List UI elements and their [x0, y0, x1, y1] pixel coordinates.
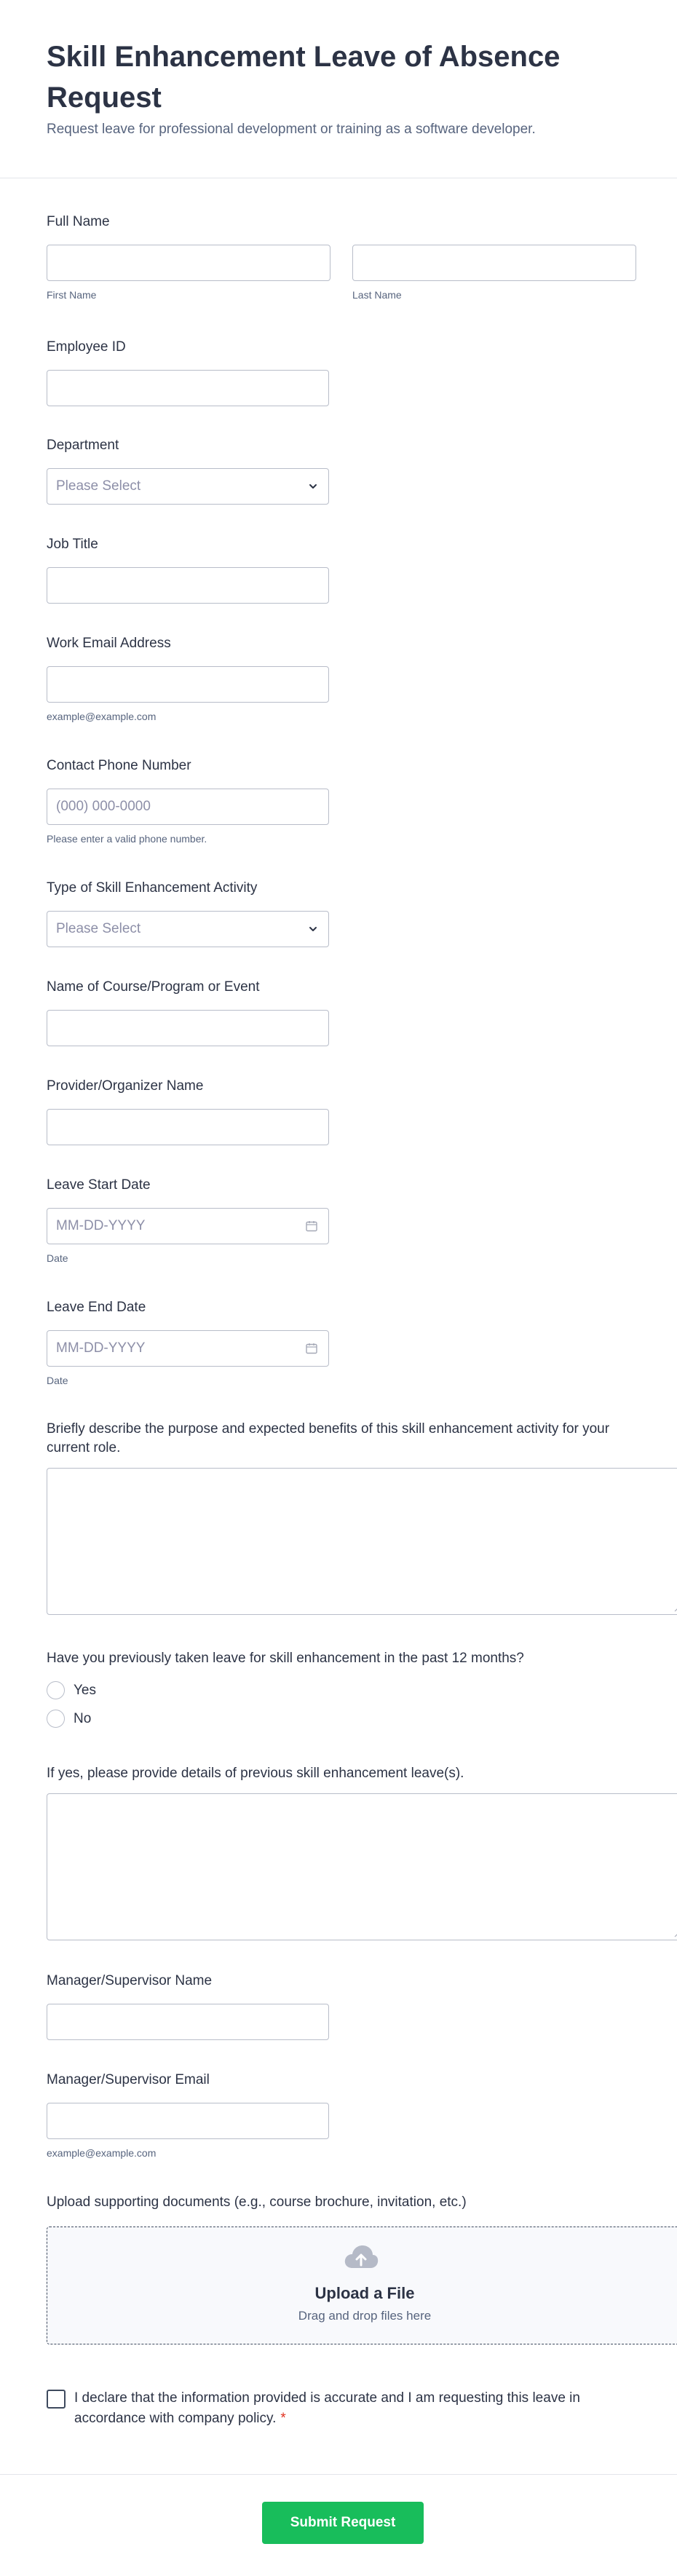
last-name-sublabel: Last Name [352, 289, 402, 301]
work-email-sublabel: example@example.com [47, 711, 157, 722]
end-date-input[interactable] [47, 1330, 329, 1367]
department-select[interactable] [47, 468, 329, 505]
radio-option-no[interactable] [47, 1710, 524, 1728]
start-date-sublabel: Date [47, 1252, 68, 1264]
start-date-input[interactable] [47, 1208, 329, 1244]
provider-label: Provider/Organizer Name [47, 1078, 204, 1094]
work-email-field [47, 634, 329, 723]
form-footer [0, 2474, 677, 2576]
end-date-placeholder: MM-DD-YYYY [56, 1340, 146, 1356]
purpose-field [47, 1420, 644, 1615]
manager-email-label: Manager/Supervisor Email [47, 2072, 210, 2087]
radio-button-yes[interactable] [47, 1681, 65, 1699]
declaration-field [47, 2388, 606, 2429]
purpose-textarea[interactable] [47, 1468, 677, 1615]
activity-type-label: Type of Skill Enhancement Activity [47, 880, 258, 896]
employee-id-label: Employee ID [47, 339, 126, 355]
upload-field [47, 2193, 677, 2344]
full-name-field [47, 213, 636, 301]
manager-name-input[interactable] [47, 2004, 329, 2040]
start-date-label: Leave Start Date [47, 1177, 151, 1193]
phone-field [47, 756, 329, 845]
department-placeholder: Please Select [56, 478, 141, 494]
end-date-label: Leave End Date [47, 1300, 146, 1315]
calendar-icon[interactable] [305, 1220, 318, 1233]
declaration-label: I declare that the information provided is accurate and I am requesting this leave in accordance with company policy. [74, 2390, 580, 2426]
form-subtitle: Request leave for professional development or training as a software developer. [47, 122, 536, 137]
manager-email-input[interactable] [47, 2103, 329, 2139]
previous-leave-field [47, 1649, 524, 1728]
resize-handle-icon[interactable] [673, 1930, 677, 1937]
resize-handle-icon[interactable] [673, 1605, 677, 1612]
activity-type-select[interactable] [47, 911, 329, 947]
start-date-placeholder: MM-DD-YYYY [56, 1218, 146, 1233]
course-name-label: Name of Course/Program or Event [47, 979, 260, 995]
last-name-input[interactable] [352, 245, 636, 281]
calendar-icon[interactable] [305, 1342, 318, 1355]
upload-title: Upload a File [314, 2284, 415, 2302]
job-title-field [47, 535, 329, 604]
upload-hint: Drag and drop files here [298, 2309, 432, 2323]
form-title: Skill Enhancement Leave of Absence Request [47, 41, 561, 114]
full-name-label: Full Name [47, 214, 110, 229]
manager-name-field [47, 1972, 329, 2040]
phone-sublabel: Please enter a valid phone number. [47, 833, 207, 845]
required-asterisk: * [280, 2411, 286, 2426]
activity-type-field [47, 879, 329, 947]
manager-email-sublabel: example@example.com [47, 2147, 157, 2159]
first-name-sublabel: First Name [47, 289, 97, 301]
previous-details-textarea[interactable] [47, 1793, 677, 1940]
file-upload-dropzone[interactable] [47, 2227, 677, 2344]
chevron-down-icon [308, 924, 318, 934]
declaration-checkbox[interactable] [47, 2390, 66, 2409]
provider-input[interactable] [47, 1109, 329, 1145]
manager-name-label: Manager/Supervisor Name [47, 1973, 213, 1988]
previous-details-field [47, 1764, 677, 1940]
department-label: Department [47, 438, 119, 453]
course-name-input[interactable] [47, 1010, 329, 1046]
cloud-upload-icon [343, 2243, 379, 2271]
job-title-label: Job Title [47, 537, 98, 552]
first-name-input[interactable] [47, 245, 330, 281]
upload-label: Upload supporting documents (e.g., course brochure, invitation, etc.) [47, 2194, 467, 2210]
form-header [0, 0, 677, 178]
radio-label-no: No [74, 1710, 92, 1726]
chevron-down-icon [308, 481, 318, 491]
radio-button-no[interactable] [47, 1710, 65, 1728]
course-name-field [47, 978, 329, 1046]
employee-id-field [47, 338, 329, 406]
end-date-sublabel: Date [47, 1375, 68, 1386]
radio-label-yes: Yes [74, 1682, 96, 1698]
activity-type-placeholder: Please Select [56, 921, 141, 936]
radio-option-yes[interactable] [47, 1681, 524, 1699]
declaration-text [74, 2388, 606, 2429]
end-date-field [47, 1298, 329, 1387]
job-title-input[interactable] [47, 567, 329, 604]
previous-leave-label: Have you previously taken leave for skill enhancement in the past 12 months? [47, 1651, 524, 1666]
purpose-label: Briefly describe the purpose and expected benefits of this skill enhancement activity for your current role. [47, 1421, 610, 1455]
provider-field [47, 1077, 329, 1145]
department-field [47, 436, 329, 505]
previous-details-label: If yes, please provide details of previous skill enhancement leave(s). [47, 1766, 464, 1781]
work-email-input[interactable] [47, 666, 329, 703]
phone-label: Contact Phone Number [47, 758, 191, 773]
phone-placeholder: (000) 000-0000 [56, 799, 151, 814]
manager-email-field [47, 2071, 329, 2160]
employee-id-input[interactable] [47, 370, 329, 406]
submit-button[interactable]: Submit Request [262, 2502, 424, 2544]
work-email-label: Work Email Address [47, 636, 171, 651]
start-date-field [47, 1176, 329, 1265]
phone-input[interactable] [47, 789, 329, 825]
